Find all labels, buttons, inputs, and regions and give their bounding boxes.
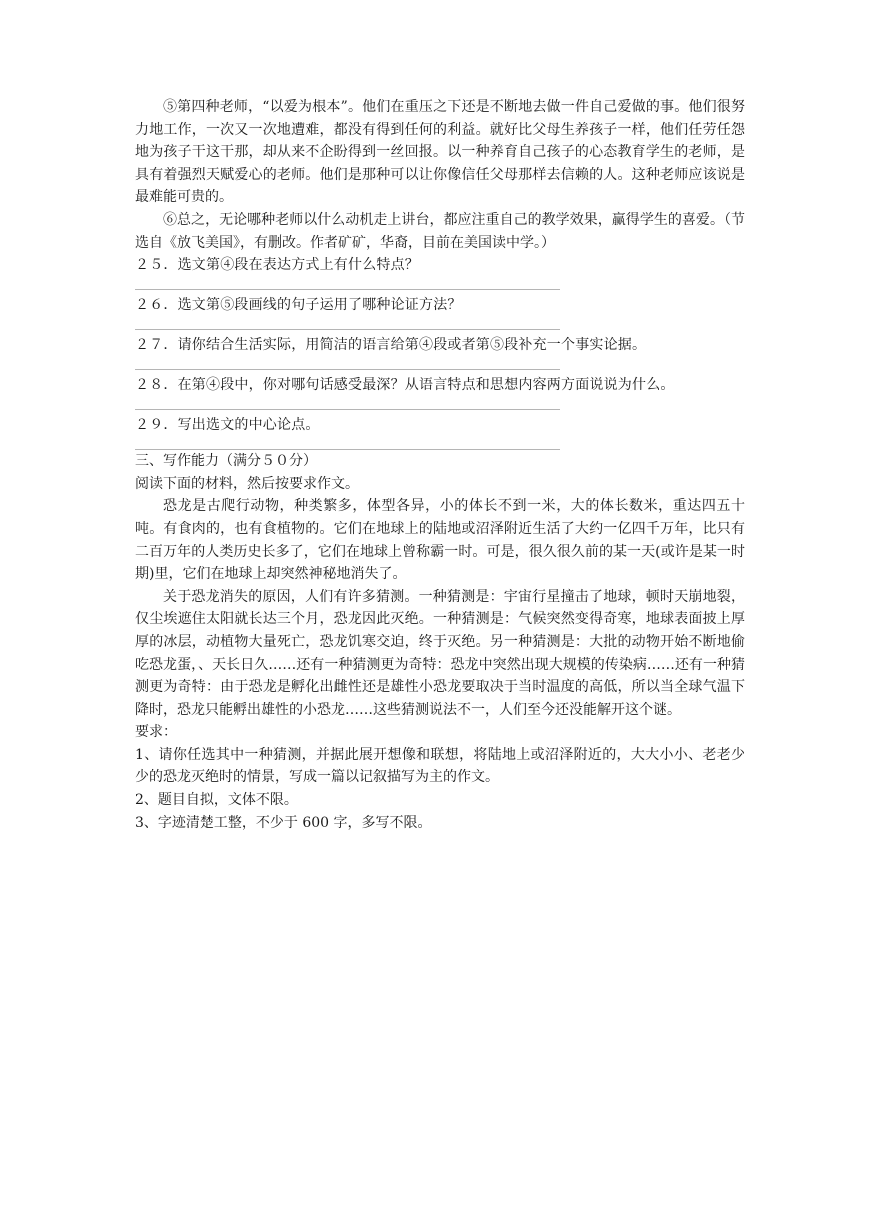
reading-paragraph-6: ⑥总之，无论哪种老师以什么动机走上讲台，都应注重自己的教学效果，赢得学生的喜爱。（节选自《放飞美国》，有删改。作者矿矿，华裔，目前在美国读中学。）	[135, 211, 745, 251]
answer-line[interactable]	[135, 329, 560, 330]
question-26	[135, 294, 745, 330]
question-28	[135, 374, 745, 410]
writing-material-2: 关于恐龙消失的原因，人们有许多猜测。一种猜测是：宇宙行星撞击了地球，顿时天崩地裂，仅尘埃遮住太阳就长达三个月，恐龙因此灭绝。一种猜测是：气候突然变得奇寒，地球表面披上厚厚的冰层，动植物大量死亡，恐龙饥寒交迫，终于灭绝。另一种猜测是：大批的动物开始不断地偷吃恐龙蛋，、天长日久……还有一种猜测更为奇特：恐龙中突然出现大规模的传染病……还有一种猜测更为奇特：由于恐龙是孵化出雌性还是雄性小恐龙要取决于当时温度的高低，所以当全球气温下降时，恐龙只能孵出雄性的小恐龙……这些猜测说法不一，人们至今还没能解开这个谜。	[135, 588, 745, 718]
answer-line[interactable]	[135, 369, 560, 370]
writing-material-1: 恐龙是古爬行动物，种类繁多，体型各异，小的体长不到一米，大的体长数米，重达四五十吨。有食肉的，也有食植物的。它们在地球上的陆地或沼泽附近生活了大约一亿四千万年，比只有二百万年的人类历史长多了，它们在地球上曾称霸一时。可是，很久很久前的某一天(或许是某一时期)里，它们在地球上却突然神秘地消失了。	[135, 498, 745, 583]
writing-instruction: 阅读下面的材料，然后按要求作文。	[135, 475, 359, 492]
question-27	[135, 334, 745, 370]
exam-page	[135, 96, 745, 834]
answer-line[interactable]	[135, 409, 560, 410]
question-label: ２５．选文第④段在表达方式上有什么特点？	[135, 257, 419, 274]
question-label: ２６．选文第⑤段画线的句子运用了哪种论证方法？	[135, 297, 462, 314]
reading-paragraph-5: ⑤第四种老师，“以爱为根本”。他们在重压之下还是不断地去做一件自己爱做的事。他们很努力地工作，一次又一次地遭难，都没有得到任何的利益。就好比父母生养孩子一样，他们任劳任怨地为孩子干这干那，却从来不企盼得到一丝回报。以一种养育自己孩子的心态教育学生的老师，是具有着强烈天赋爱心的老师。他们是那种可以让你像信任父母那样去信赖的人。这种老师应该说是最难能可贵的。	[135, 99, 745, 206]
requirement-3: 3、字迹清楚工整，不少于 600 字，多写不限。	[135, 814, 432, 831]
question-label: ２７．请你结合生活实际，用简洁的语言给第④段或者第⑤段补充一个事实论据。	[135, 337, 647, 354]
question-label: ２８．在第④段中，你对哪句话感受最深？从语言特点和思想内容两方面说说为什么。	[135, 377, 675, 394]
question-29	[135, 414, 745, 450]
requirement-2: 2、题目自拟，文体不限。	[135, 792, 298, 809]
question-25	[135, 254, 745, 290]
question-label: ２９．写出选文的中心论点。	[135, 417, 320, 434]
writing-section-title: 三、写作能力（满分５０分）	[135, 453, 317, 470]
answer-line[interactable]	[135, 289, 560, 290]
requirements-title: 要求：	[135, 724, 177, 741]
requirement-1: 1、请你任选其中一种猜测，并据此展开想像和联想，将陆地上或沼泽附近的，大大小小、老老少少的恐龙灭绝时的情景，写成一篇以记叙描写为主的作文。	[135, 746, 745, 786]
